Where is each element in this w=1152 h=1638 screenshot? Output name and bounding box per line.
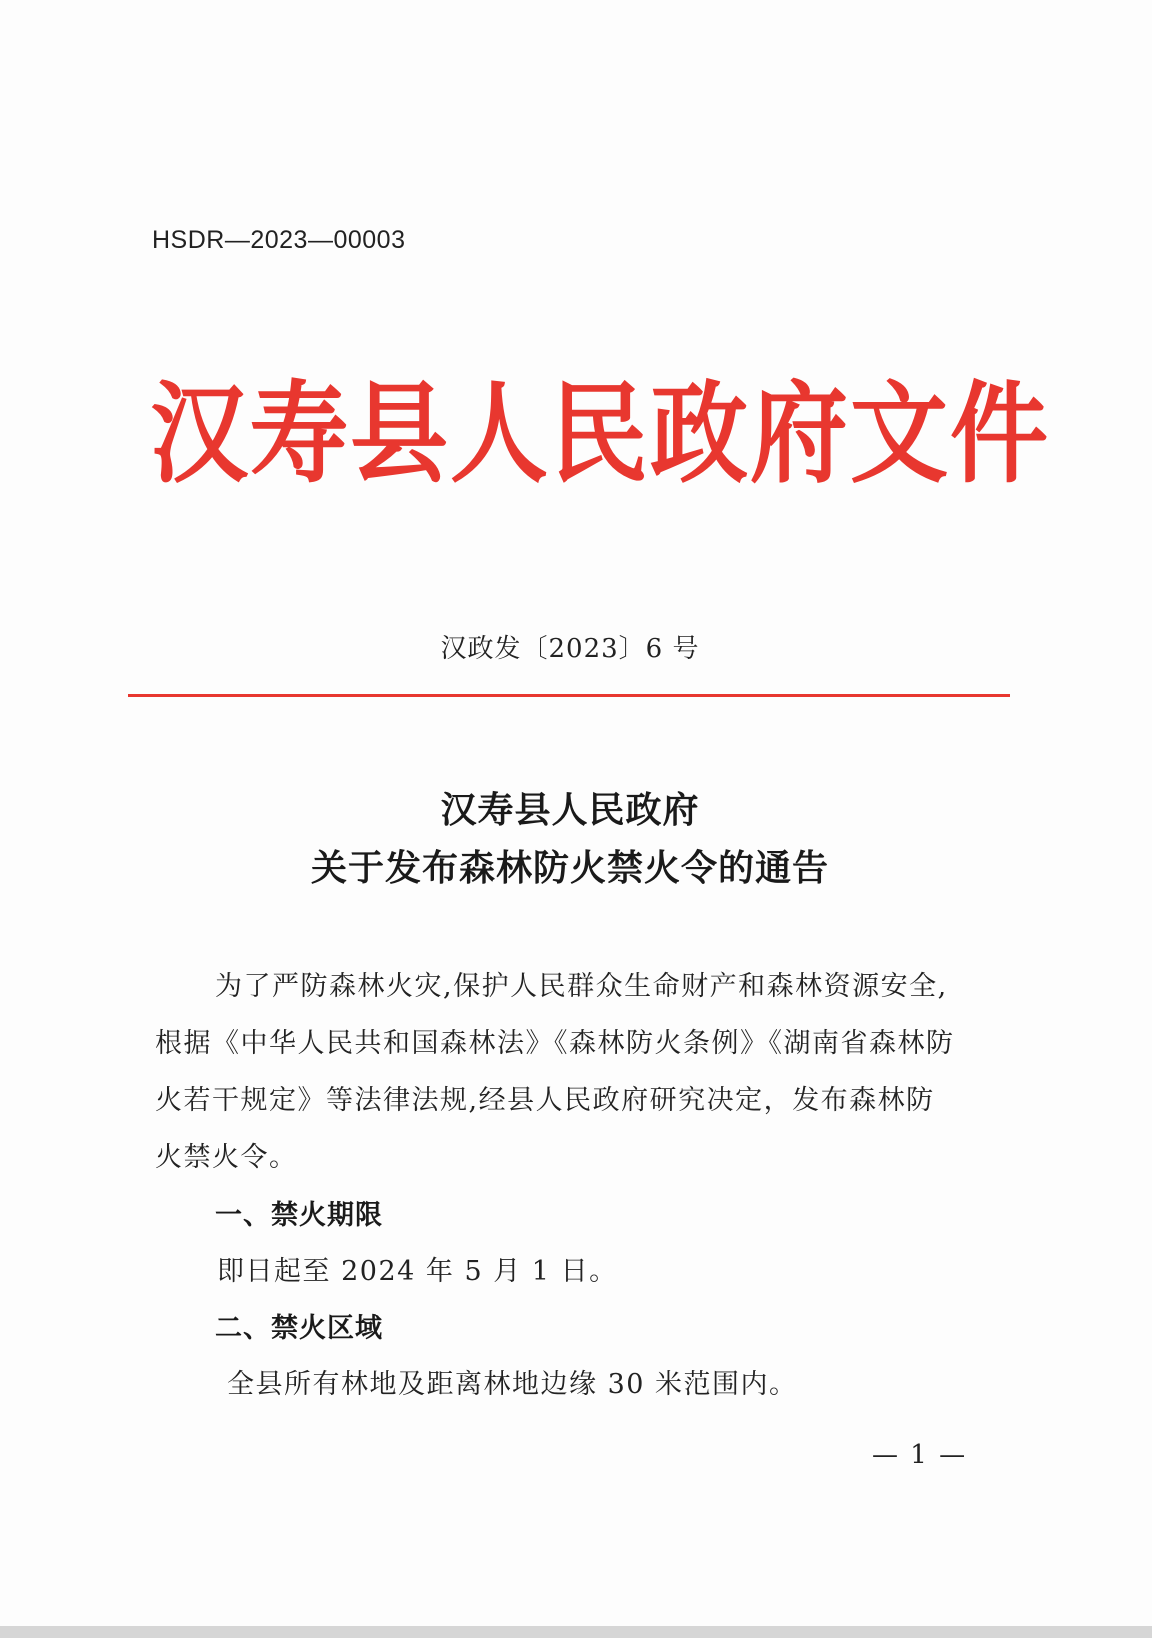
masthead-title: 汉寿县人民政府文件 xyxy=(150,370,1051,499)
red-separator-line xyxy=(128,694,1010,697)
intro-line-1: 为了严防森林火灾,保护人民群众生命财产和森林资源安全, xyxy=(215,971,948,1002)
section-heading-area: 二、禁火区域 xyxy=(215,1313,383,1344)
intro-line-3: 火若干规定》等法律法规,经县人民政府研究决定，发布森林防 xyxy=(155,1085,935,1116)
intro-line-2: 根据《中华人民共和国森林法》《森林防火条例》《湖南省森林防 xyxy=(155,1028,955,1059)
section-heading-period: 一、禁火期限 xyxy=(215,1200,383,1231)
page-bottom-edge xyxy=(0,1626,1152,1638)
section-text-period: 即日起至 2024 年 5 月 1 日。 xyxy=(217,1256,618,1287)
document-code: HSDR—2023—00003 xyxy=(152,226,406,254)
notice-title-line-2: 关于发布森林防火禁火令的通告 xyxy=(310,847,829,889)
notice-title-line-1: 汉寿县人民政府 xyxy=(440,789,700,831)
section-text-area: 全县所有林地及距离林地边缘 30 米范围内。 xyxy=(227,1369,798,1400)
document-number: 汉政发〔2023〕6 号 xyxy=(440,634,700,664)
page-number: — 1 — xyxy=(872,1440,968,1470)
intro-line-4: 火禁火令。 xyxy=(155,1142,298,1173)
